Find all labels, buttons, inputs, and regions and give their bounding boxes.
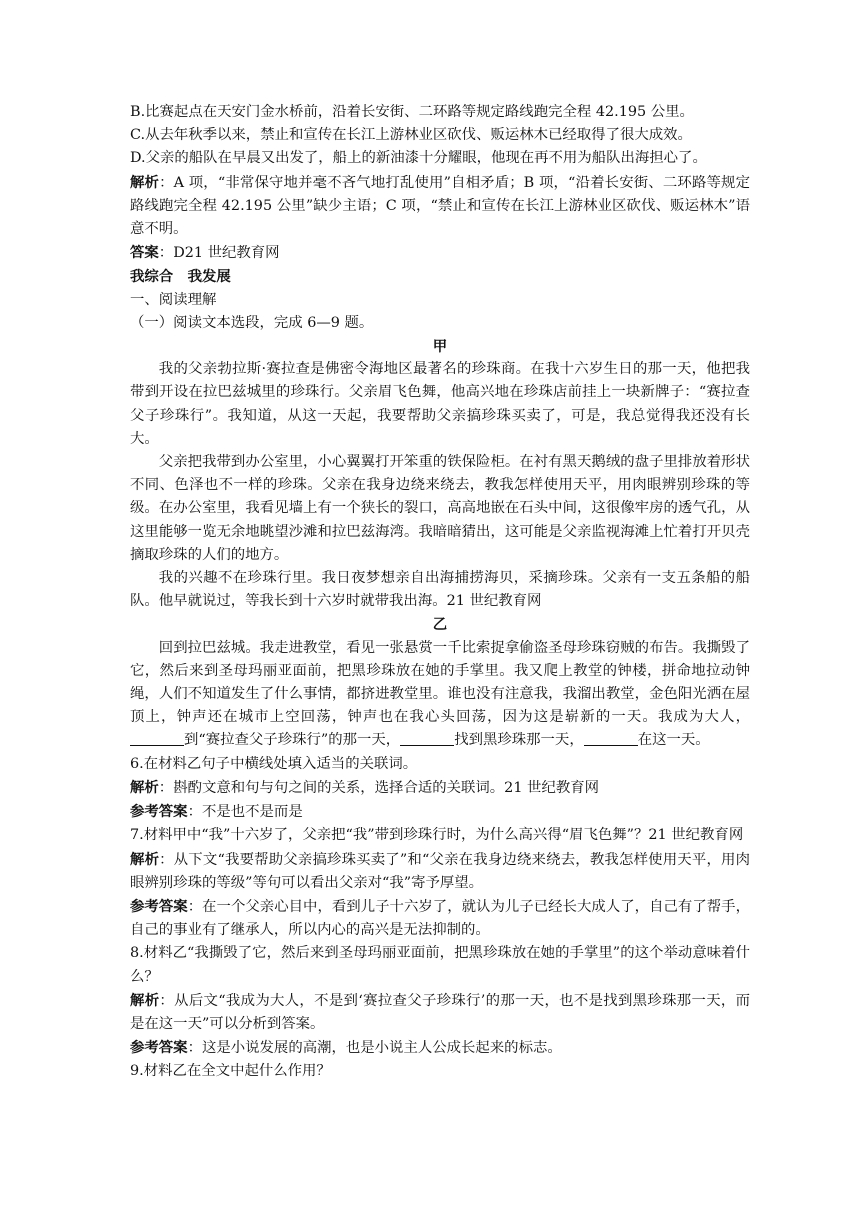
passage-jia-paragraph-1: 我的父亲勃拉斯·赛拉查是佛密令海地区最著名的珍珠商。在我十六岁生日的那一天，他把我带到开设在拉巴兹城里的珍珠行。父亲眉飞色舞，他高兴地在珍珠店前挂上一块新牌子：“赛拉查父子珍珠行”。我知道，从这一天起，我要帮助父亲搞珍珠买卖了，可是，我总觉得我还没有长大。 bbox=[130, 361, 750, 447]
option-d: D.父亲的船队在早晨又出发了，船上的新油漆十分耀眼，他现在再不用为船队出海担心了。 bbox=[130, 150, 707, 167]
fill-blank-2 bbox=[400, 729, 454, 746]
question-6: 6.在材料乙句子中横线处填入适当的关联词。 bbox=[130, 755, 418, 772]
part-subtitle: （一）阅读文本选段，完成 6—9 题。 bbox=[130, 314, 374, 331]
answer-text: ：不是也不是而是 bbox=[187, 804, 303, 821]
analysis-label: 解析 bbox=[130, 991, 160, 1009]
question-6-analysis bbox=[130, 776, 750, 800]
analysis-text: ：从后文“我成为大人，不是到‘赛拉查父子珍珠行’的那一天，也不是找到黑珍珠那一天，而是在这一天”可以分析到答案。 bbox=[130, 992, 750, 1032]
question-9: 9.材料乙在全文中起什么作用？ bbox=[130, 1063, 331, 1080]
question-8-answer bbox=[130, 1036, 750, 1060]
part-title: 一、阅读理解 bbox=[130, 291, 217, 308]
passage-yi-text-b: 到“赛拉查父子珍珠行”的那一天， bbox=[184, 732, 401, 749]
analysis-label: 解析 bbox=[130, 850, 160, 868]
section-title: 我综合 我发展 bbox=[130, 268, 231, 286]
fill-blank-3 bbox=[584, 729, 638, 746]
passage-yi-text-d: 在这一天。 bbox=[637, 732, 710, 749]
passage-yi-paragraph-1 bbox=[130, 637, 750, 753]
answer-label: 参考答案 bbox=[130, 803, 188, 821]
passage-yi-title: 乙 bbox=[432, 616, 448, 634]
document-body bbox=[130, 101, 750, 1084]
analysis-label: 解析 bbox=[130, 173, 160, 191]
passage-yi-text-c: 找到黑珍珠那一天， bbox=[454, 732, 584, 749]
option-b: B.比赛起点在天安门金水桥前，沿着长安街、二环路等规定路线跑完全程 42.195 公里。 bbox=[130, 104, 694, 120]
answer-text: ：在一个父亲心目中，看到儿子十六岁了，就认为儿子已经长大成人了，自己有了帮手，自己的事业有了继承人，所以内心的高兴是无法抑制的。 bbox=[130, 898, 750, 939]
question-8-analysis bbox=[130, 989, 750, 1036]
question-7: 7.材料甲中“我”十六岁了，父亲把“我”带到珍珠行时，为什么高兴得“眉飞色舞”？21 世纪教育网 bbox=[130, 827, 744, 844]
question-8: 8.材料乙“我撕毁了它，然后来到圣母玛丽亚面前，把黑珍珠放在她的手掌里”的这个举动意味着什么？ bbox=[130, 945, 750, 985]
answer-1 bbox=[130, 241, 750, 265]
passage-jia-paragraph-2: 父亲把我带到办公室里，小心翼翼打开笨重的铁保险柜。在衬有黑天鹅绒的盘子里排放着形状不同、色泽也不一样的珍珠。父亲在我身边绕来绕去，教我怎样使用天平，用肉眼辨别珍珠的等级。在办公室里，我看见墙上有一个狭长的裂口，高高地嵌在石头中间，这很像牢房的透气孔，从这里能够一览无余地眺望沙滩和拉巴兹海湾。我暗暗猜出，这可能是父亲监视海滩上忙着打开贝壳摘取珍珠的人们的地方。 bbox=[130, 454, 750, 563]
analysis-text: ：斟酌文意和句与句之间的关系，选择合适的关联词。21 世纪教育网 bbox=[158, 779, 600, 796]
option-c: C.从去年秋季以来，禁止和宣传在长江上游林业区砍伐、贩运林木已经取得了很大成效。 bbox=[130, 127, 692, 144]
answer-label: 答案 bbox=[130, 244, 159, 262]
analysis-text: ：A 项，“非常保守地并毫不吝气地打乱使用”自相矛盾；B 项，“沿着长安街、二环路等规定路线跑完全程 42.195 公里”缺少主语；C 项，“禁止和宣传在长江上游林业区砍伐、贩运林木”语意不明。 bbox=[130, 174, 750, 238]
answer-text: ：D21 世纪教育网 bbox=[158, 245, 280, 262]
analysis-text: ：从下文“我要帮助父亲搞珍珠买卖了”和“父亲在我身边绕来绕去，教我怎样使用天平，用肉眼辨别珍珠的等级”等句可以看出父亲对“我”寄予厚望。 bbox=[130, 851, 750, 891]
answer-text: ：这是小说发展的高潮，也是小说主人公成长起来的标志。 bbox=[187, 1040, 562, 1057]
fill-blank-1 bbox=[130, 729, 184, 746]
answer-label: 参考答案 bbox=[130, 897, 188, 915]
question-7-analysis bbox=[130, 848, 750, 895]
answer-label: 参考答案 bbox=[130, 1039, 188, 1057]
analysis-1 bbox=[130, 171, 750, 242]
question-6-answer bbox=[130, 800, 750, 824]
passage-yi-text-a: 回到拉巴兹城。我走进教堂，看见一张悬赏一千比索捉拿偷盗圣母珍珠窃贼的布告。我撕毁了它，然后来到圣母玛丽亚面前，把黑珍珠放在她的手掌里。我又爬上教堂的钟楼，拼命地拉动钟绳，人们不知道发生了什么事情，都挤进教堂里。谁也没有注意我，我溜出教堂，金色阳光洒在屋顶上，钟声还在城市上空回荡，钟声也在我心头回荡，因为这是崭新的一天。我成为大人， bbox=[130, 639, 750, 726]
question-7-answer bbox=[130, 895, 750, 942]
passage-jia-title: 甲 bbox=[432, 338, 448, 356]
analysis-label: 解析 bbox=[130, 778, 159, 796]
passage-jia-paragraph-3: 我的兴趣不在珍珠行里。我日夜梦想亲自出海捕捞海贝，采摘珍珠。父亲有一支五条船的船队。他早就说过，等我长到十六岁时就带我出海。21 世纪教育网 bbox=[130, 570, 750, 610]
